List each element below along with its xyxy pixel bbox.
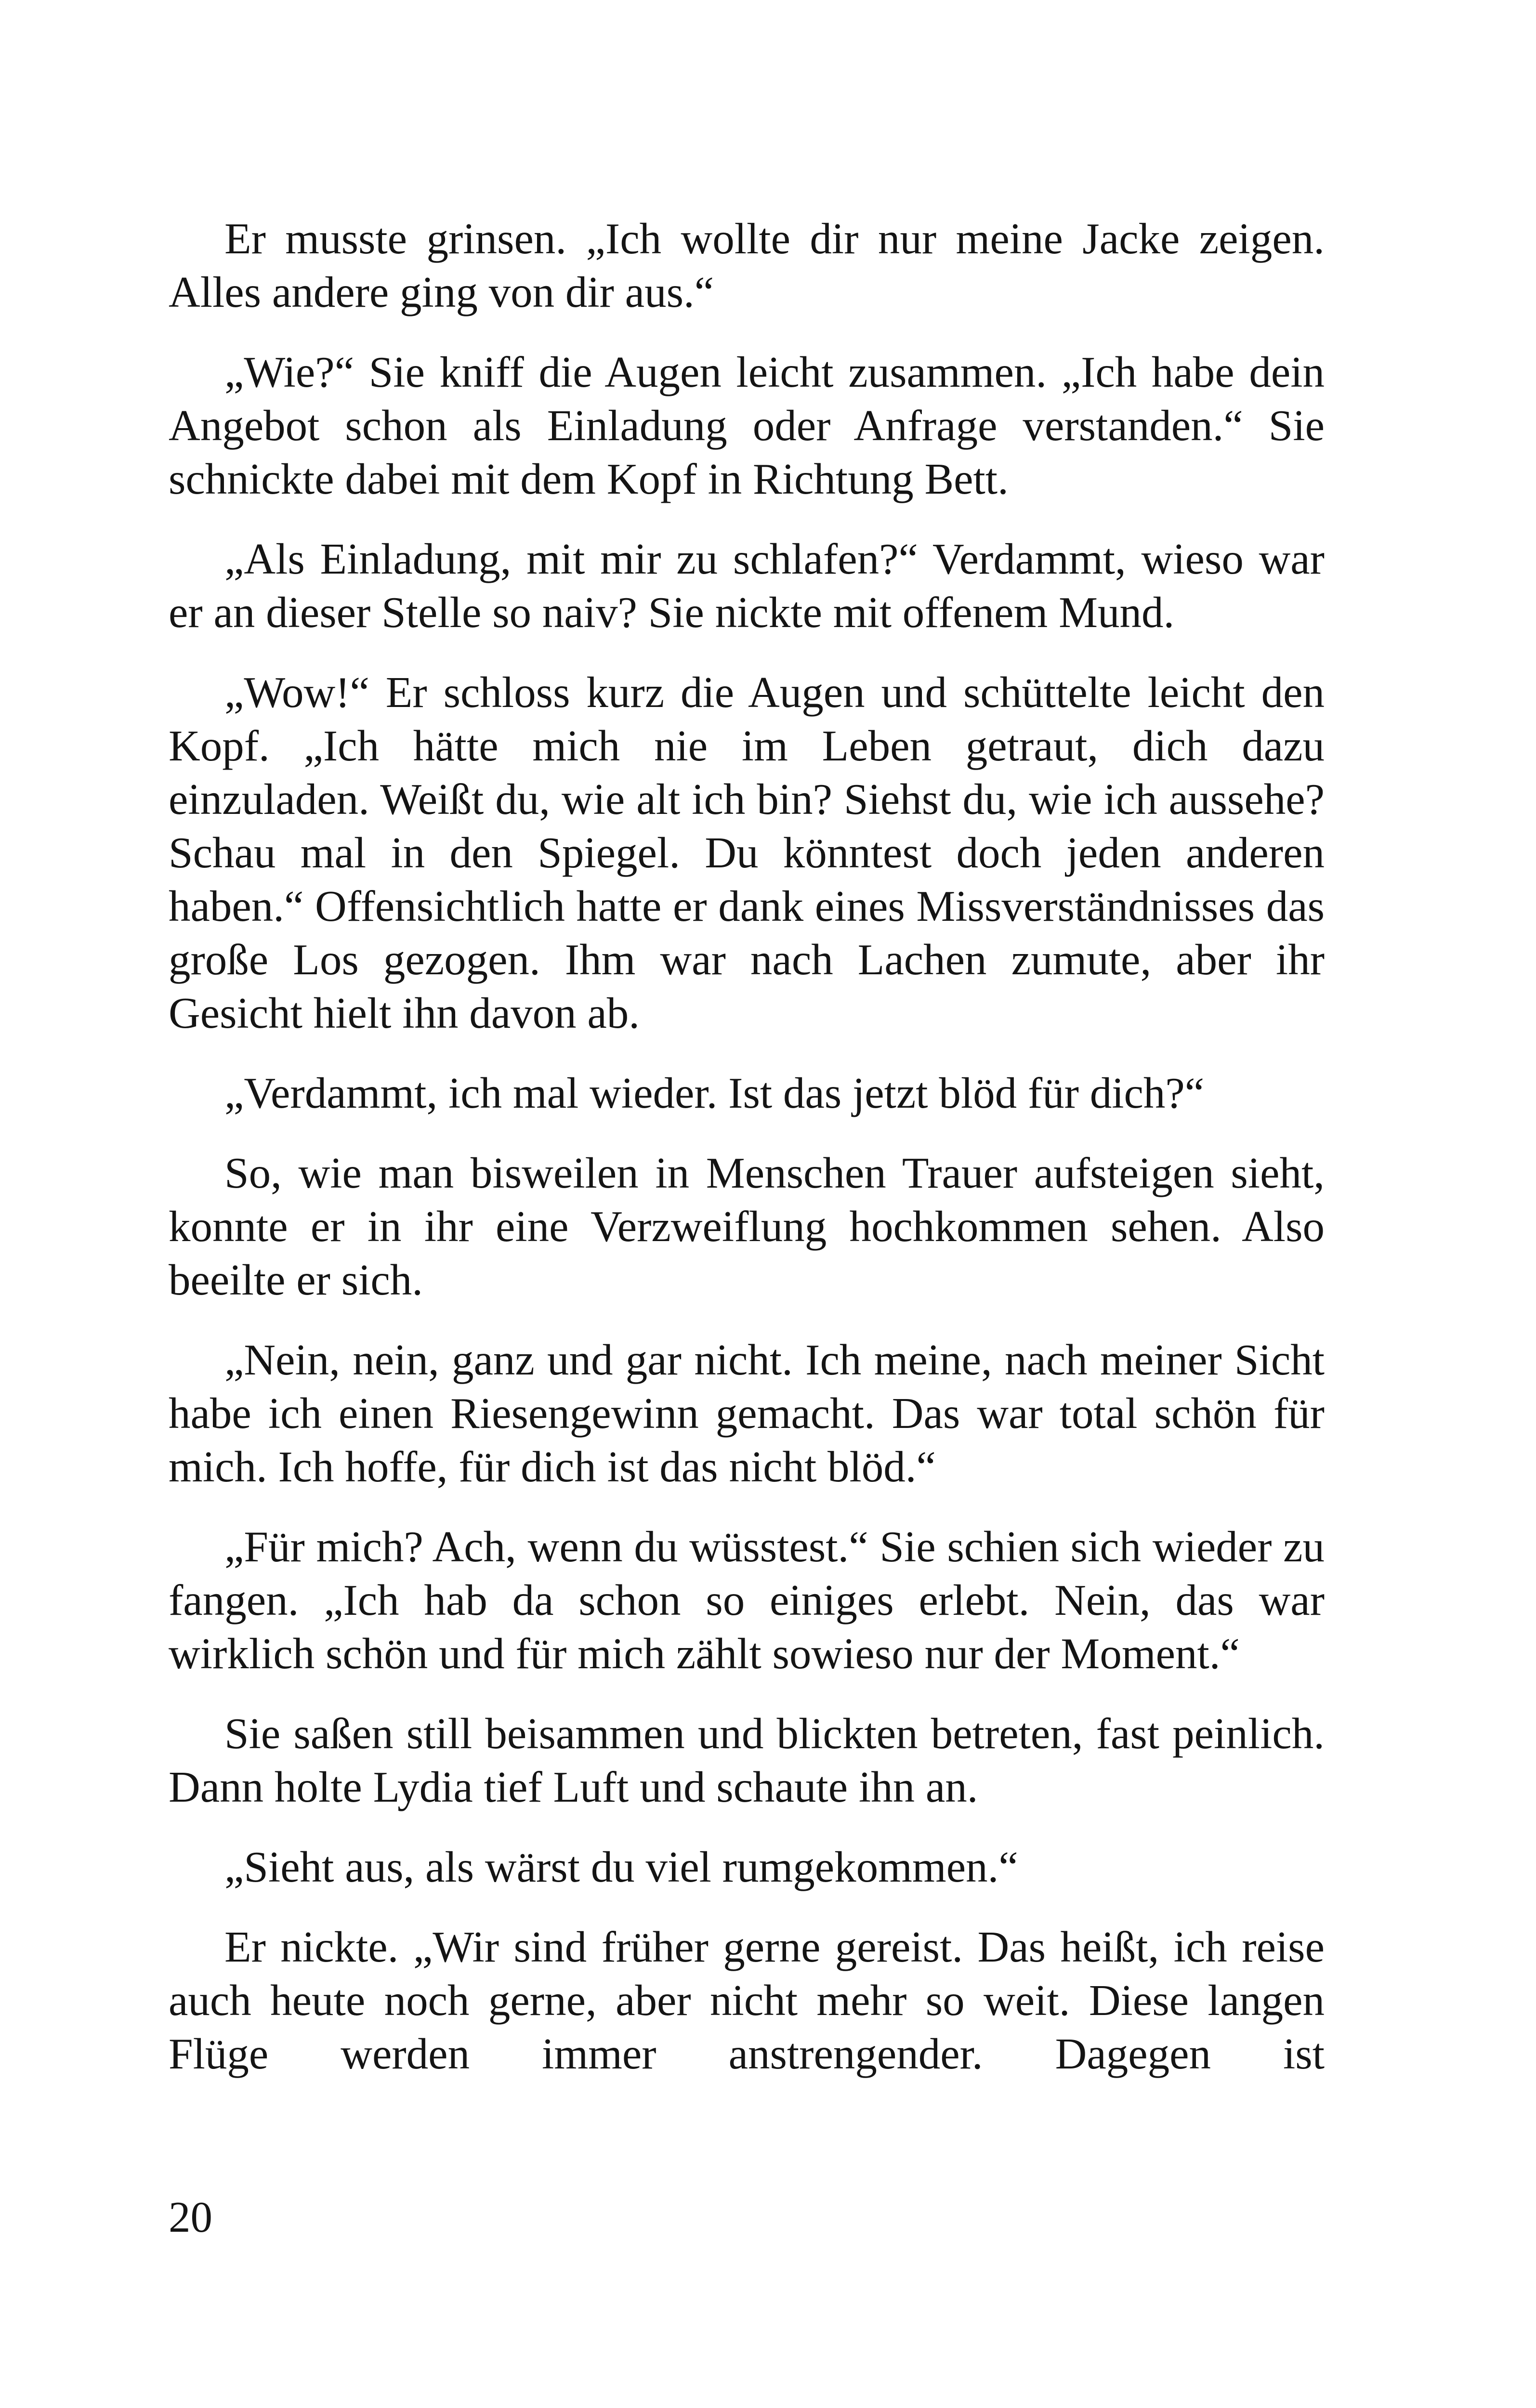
paragraph-8: „Für mich? Ach, wenn du wüsstest.“ Sie schien sich wieder zu fangen. „Ich hab da schon so einiges erlebt. Nein, das war wirklich schön und für mich zählt sowieso nur der Moment.“ <box>169 1522 1325 1678</box>
paragraph-7: „Nein, nein, ganz und gar nicht. Ich meine, nach meiner Sicht habe ich einen Riesengewinn gemacht. Das war total schön für mich. Ich hoffe, für dich ist das nicht blöd.“ <box>169 1335 1325 1491</box>
paragraph-9: Sie saßen still beisammen und blickten betreten, fast peinlich. Dann holte Lydia tief Luft und schaute ihn an. <box>169 1709 1325 1811</box>
paragraph-10: „Sieht aus, als wärst du viel rumgekommen.“ <box>224 1843 1018 1891</box>
paragraph-11: Er nickte. „Wir sind früher gerne gereist. Das heißt, ich reise auch heute noch gerne, aber nicht mehr so weit. Diese langen Flüge werden immer anstrengender. Dagegen ist <box>169 1923 1325 2078</box>
paragraph-3: „Als Einladung, mit mir zu schlafen?“ Verdammt, wieso war er an dieser Stelle so naiv? Sie nickte mit offenem Mund. <box>169 535 1325 637</box>
page-number: 20 <box>169 2193 212 2241</box>
paragraph-5: „Verdammt, ich mal wieder. Ist das jetzt blöd für dich?“ <box>224 1069 1205 1117</box>
paragraph-4: „Wow!“ Er schloss kurz die Augen und schüttelte leicht den Kopf. „Ich hätte mich nie im Leben getraut, dich dazu einzuladen. Weißt du, wie alt ich bin? Siehst du, wie ich aussehe? Schau mal in den Spiegel. Du könntest doch jeden anderen haben.“ Offensichtlich hatte er dank eines Missverständnisses das große Los gezogen. Ihm war nach Lachen zumute, aber ihr Gesicht hielt ihn davon ab. <box>169 668 1325 1037</box>
paragraph-1: Er musste grinsen. „Ich wollte dir nur meine Jacke zeigen. Alles andere ging von dir aus.“ <box>169 214 1325 316</box>
paragraph-2: „Wie?“ Sie kniff die Augen leicht zusammen. „Ich habe dein Angebot schon als Einladung oder Anfrage verstanden.“ Sie schnickte dabei mit dem Kopf in Richtung Bett. <box>169 348 1325 503</box>
paragraph-6: So, wie man bisweilen in Menschen Trauer aufsteigen sieht, konnte er in ihr eine Verzweiflung hochkommen sehen. Also beeilte er sich. <box>169 1149 1325 1304</box>
body-text <box>169 212 1325 2081</box>
